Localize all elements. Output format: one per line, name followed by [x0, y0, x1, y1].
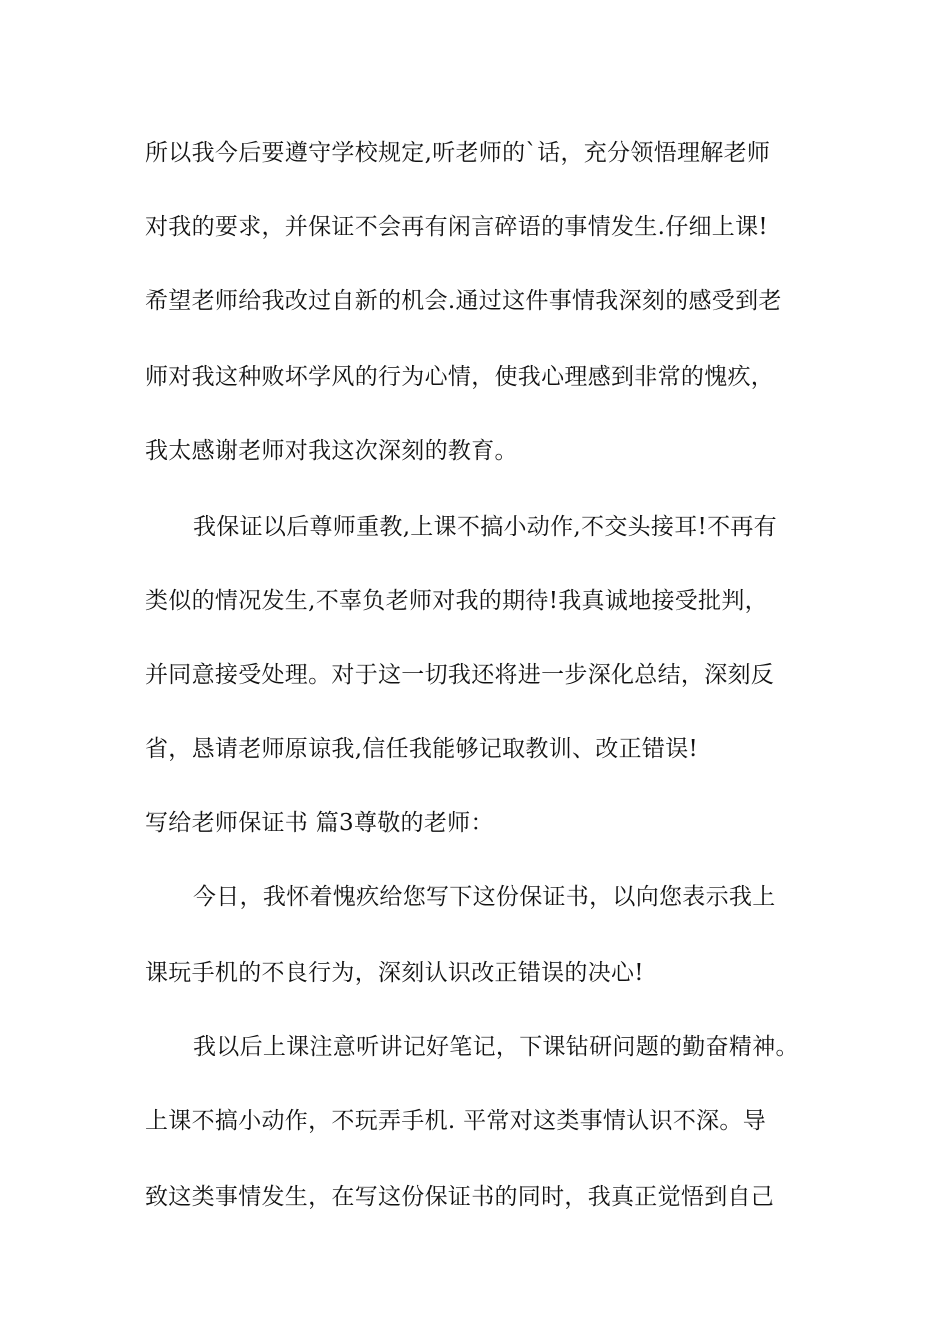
text-line: 所以我今后要遵守学校规定,听老师的`话，充分领悟理解老师: [145, 140, 771, 166]
text-line: 我太感谢老师对我这次深刻的教育。: [145, 438, 518, 464]
text-line: 希望老师给我改过自新的机会.通过这件事情我深刻的感受到老: [145, 288, 782, 314]
paragraph-first-line: 今日，我怀着愧疚给您写下这份保证书，以向您表示我上: [193, 884, 776, 910]
text-line: 并同意接受处理。对于这一切我还将进一步深化总结，深刻反: [145, 662, 775, 688]
text-line: 上课不搞小动作，不玩弄手机. 平常对这类事情认识不深。导: [145, 1108, 767, 1134]
paragraph-first-line: 我以后上课注意听讲记好笔记，下课钻研问题的勤奋精神。: [193, 1034, 799, 1060]
text-line: 对我的要求，并保证不会再有闲言碎语的事情发生.仔细上课!: [145, 214, 768, 240]
text-line: 省，恳请老师原谅我,信任我能够记取教训、改正错误!: [145, 736, 699, 762]
paragraph-first-line: 我保证以后尊师重教,上课不搞小动作,不交头接耳!不再有: [193, 514, 777, 540]
text-line: 类似的情况发生,不辜负老师对我的期待!我真诚地接受批判，: [145, 588, 768, 614]
text-line: 致这类事情发生，在写这份保证书的同时，我真正觉悟到自己: [145, 1184, 775, 1210]
text-line: 课玩手机的不良行为，深刻认识改正错误的决心!: [145, 960, 644, 986]
section-heading: 写给老师保证书 篇3尊敬的老师：: [145, 810, 494, 836]
text-line: 师对我这种败坏学风的行为心情，使我心理感到非常的愧疚，: [145, 364, 775, 390]
